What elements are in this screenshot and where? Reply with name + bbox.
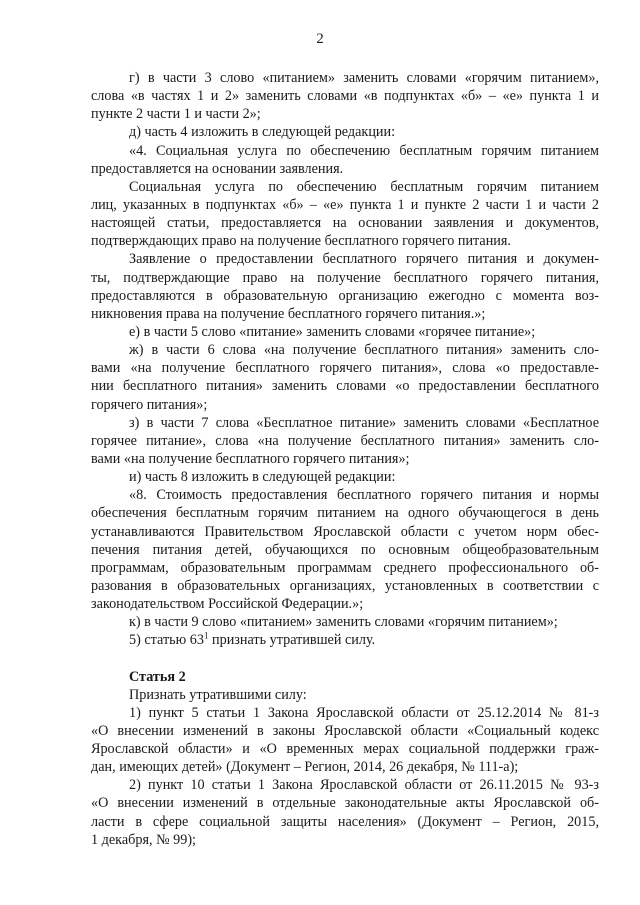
page-number: 2 (316, 31, 324, 47)
text-line: Заявление о предоставлении бесплатного горячего питания и докумен- (129, 251, 599, 268)
text-line: обеспечения бесплатным горячим питанием на одного обучающегося в день (91, 505, 599, 522)
text-line: ласти в сфере социальной защиты населения» (Документ – Регион, 2015, (91, 813, 599, 830)
document-body (91, 69, 599, 849)
text-line: слова «в частях 1 и 2» заменить словами «в подпунктах «б» – «е» пункта 1 и (91, 88, 599, 105)
text-line: 1 декабря, № 99); (91, 831, 196, 848)
text-line: з) в части 7 слова «Бесплатное питание» заменить словами «Бесплатное (129, 414, 599, 431)
text-line: предоставляется на основании заявления. (91, 160, 344, 177)
text-line: печения питания детей, обучающихся по основным общеобразовательным (91, 541, 599, 558)
text-line: горячее питание», слова «на получение бесплатного питания» заменить сло- (91, 432, 599, 449)
text-line: настоящей статьи, предоставляется на основании заявления и документов, (91, 215, 599, 232)
text-line: и) часть 8 изложить в следующей редакции: (129, 469, 396, 486)
text-line: 5) статью $63^1$ признать утратившей силу. (129, 630, 376, 649)
text-line: «О внесении изменений в законы Ярославской области «Социальный кодекс (91, 722, 599, 739)
text-line: горячего питания»; (91, 396, 208, 413)
text-line: пункте 2 части 1 и части 2»; (91, 106, 261, 123)
text-line: Ярославской области» и «О временных мерах социальной поддержки граж- (91, 741, 599, 758)
text-line: программам, образовательным программам среднего профессионального об- (91, 559, 599, 576)
text-line: 2) пункт 10 статьи 1 Закона Ярославской области от 26.11.2015 № 93-з (129, 777, 599, 794)
text-line: предоставляются в образовательную организацию ежегодно с момента воз- (91, 287, 599, 304)
text-line: никновения права на получение бесплатного горячего питания.»; (91, 305, 486, 322)
text-line: устанавливаются Правительством Ярославской области с учетом норм обес- (91, 523, 599, 540)
text-line: д) часть 4 изложить в следующей редакции: (129, 124, 396, 141)
text-line: дан, имеющих детей» (Документ – Регион, 2014, 26 декабря, № 111-а); (91, 759, 519, 776)
text-line: лиц, указанных в подпунктах «б» – «е» пункта 1 и пункте 2 части 1 и части 2 (91, 196, 599, 213)
text-line: к) в части 9 слово «питанием» заменить словами «горячим питанием»; (129, 614, 558, 631)
text-line: вами «на получение бесплатного горячего питания», слова «о предоставле- (91, 360, 599, 377)
text-line: ты, подтверждающие право на получение бесплатного горячего питания, (91, 269, 599, 286)
text-line: «8. Стоимость предоставления бесплатного горячего питания и нормы (129, 487, 599, 504)
text-line: подтверждающих право на получение бесплатного горячего питания. (91, 233, 511, 250)
text-line: 1) пункт 5 статьи 1 Закона Ярославской области от 25.12.2014 № 81-з (129, 704, 599, 721)
text-line: «О внесении изменений в отдельные законодательные акты Ярославской об- (91, 795, 599, 812)
text-line: вами «на получение бесплатного горячего питания»; (91, 450, 410, 467)
text-line: е) в части 5 слово «питание» заменить словами «горячее питание»; (129, 323, 536, 340)
text-line: «4. Социальная услуга по обеспечению бесплатным горячим питанием (129, 142, 599, 159)
paragraph-gap (91, 650, 599, 668)
text-line: законодательством Российской Федерации.»; (91, 596, 364, 613)
article-heading: Статья 2 (129, 668, 186, 685)
text-line: нии бесплатного питания» заменить словами «о предоставлении бесплатного (91, 378, 599, 395)
text-line: разования в образовательных организациях, установленных в соответствии с (91, 577, 599, 594)
text-line: Социальная услуга по обеспечению бесплатным горячим питанием (129, 178, 599, 195)
superscript: 1 (203, 630, 209, 641)
text-line: ж) в части 6 слова «на получение бесплатного питания» заменить сло- (129, 342, 599, 359)
text-line: Признать утратившими силу: (129, 686, 307, 703)
text-line: г) в части 3 слово «питанием» заменить словами «горячим питанием», (129, 70, 599, 86)
